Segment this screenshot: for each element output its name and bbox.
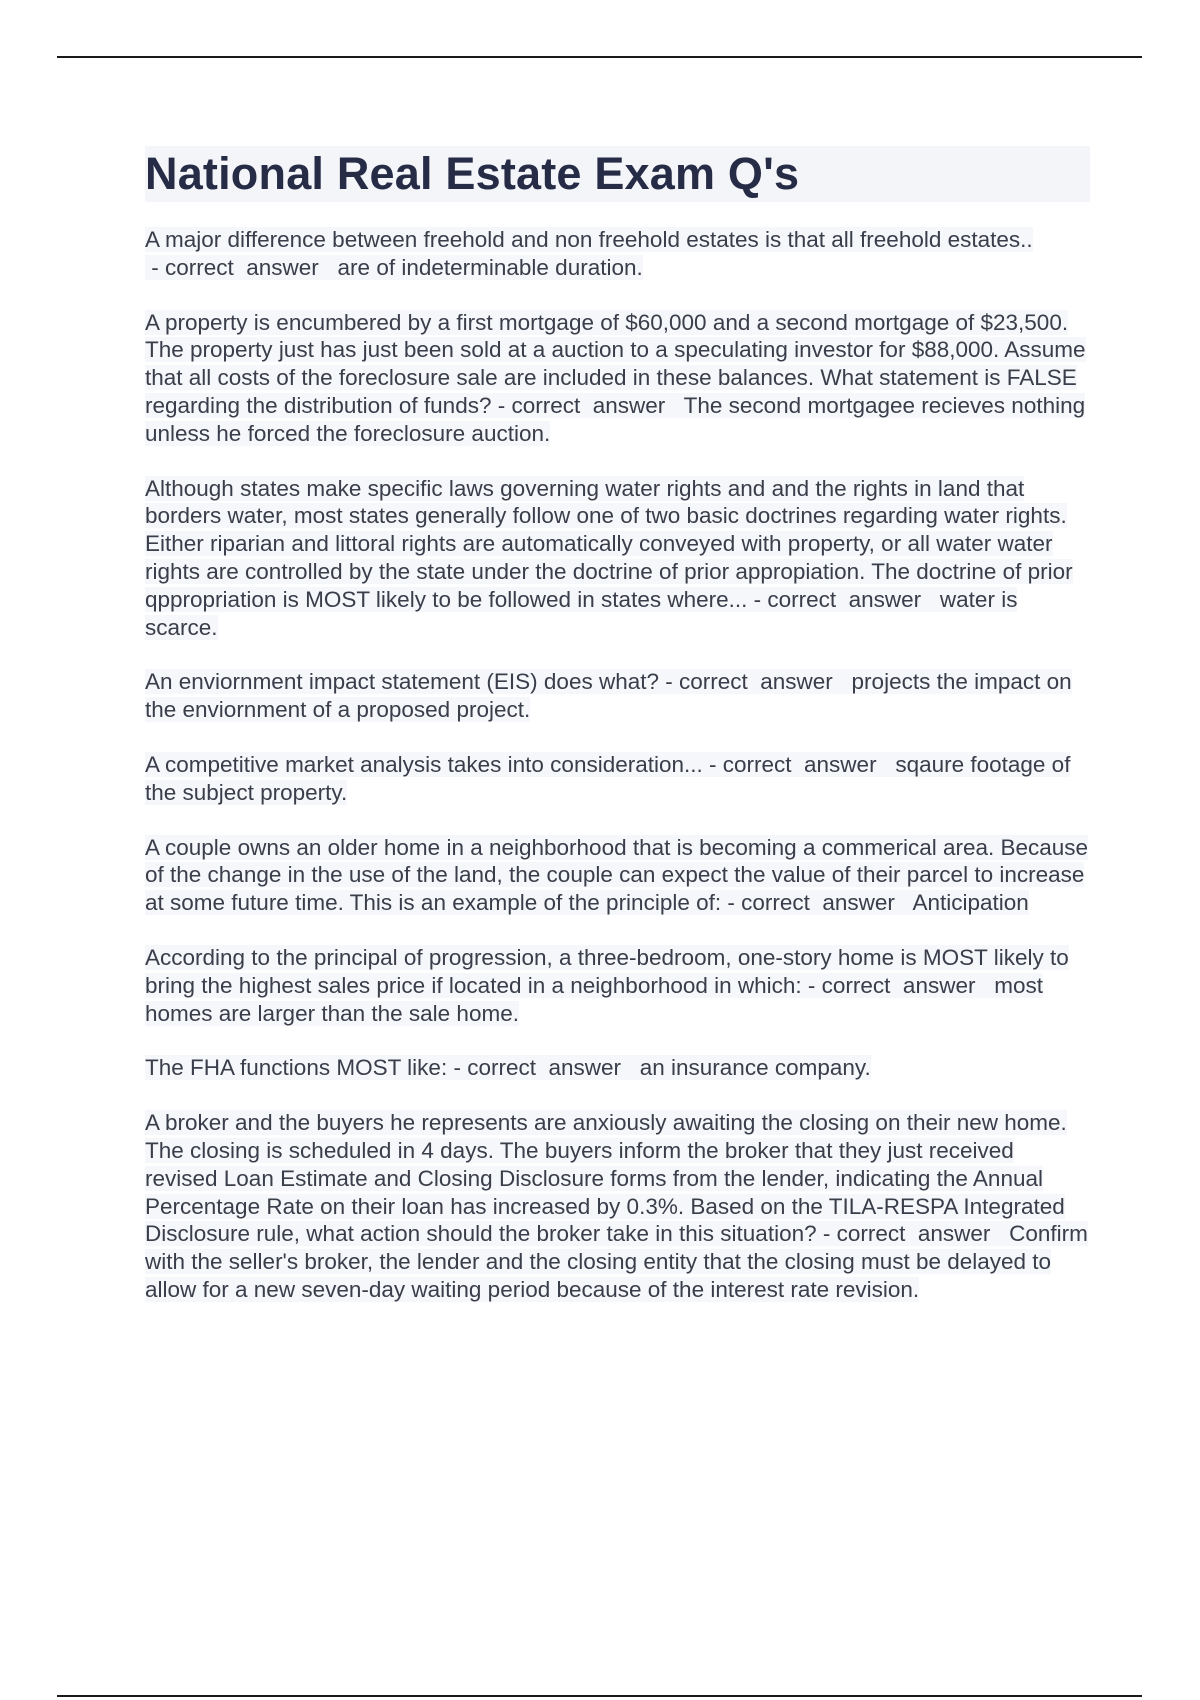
document-body (145, 146, 1090, 1331)
answer-separator: - correct answer (659, 669, 852, 695)
question-text: Although states make specific laws governing water rights and and the rights in land that borders water, most states generally follow one of two basic doctrines regarding water rights. Either riparian and littoral rights are automatically conveyed with property, or all water water rights are controlled by the state under the doctrine of prior appropiation. The doctrine of prior qppropriation is MOST likely to be followed in states where... (145, 475, 1073, 612)
answer-separator: - correct answer (145, 254, 338, 280)
question-text: A competitive market analysis takes into consideration... (145, 751, 703, 777)
answer-separator: - correct answer (702, 751, 896, 777)
top-rule (57, 56, 1142, 58)
answer-separator: - correct answer (491, 392, 684, 418)
question-text: A major difference between freehold and non freehold estates is that all freehold estates.. (145, 227, 1033, 252)
question-text: A couple owns an older home in a neighborhood that is becoming a commerical area. Because of the change in the use of the land, the couple can expect the value of their parcel to increase at some future time. This is an example of the principle of: (145, 834, 1089, 916)
qa-item (145, 834, 1090, 917)
answer-separator: - correct answer (747, 586, 940, 612)
qa-item (145, 668, 1090, 724)
answer-separator: - correct answer (447, 1055, 640, 1081)
qa-item (145, 751, 1090, 807)
question-text: According to the principal of progression, a three-bedroom, one-story home is MOST likely to bring the highest sales price if located in a neighborhood in which: (145, 944, 1069, 998)
answer-text: most homes are larger than the sale home. (145, 972, 1043, 1026)
question-text: A broker and the buyers he represents are anxiously awaiting the closing on their new home. The closing is scheduled in 4 days. The buyers inform the broker that they just received revised Loan Estimate and Closing Disclosure forms from the lender, indicating the Annual Percentage Rate on their loan has increased by 0.3%. Based on the TILA-RESPA Integrated Disclosure rule, what action should the broker take in this situation? (145, 1110, 1067, 1247)
qa-item (145, 226, 1090, 282)
question-text: The FHA functions MOST like: (145, 1055, 448, 1081)
answer-separator: - correct answer (721, 890, 913, 916)
qa-item (145, 1109, 1090, 1304)
qa-item (145, 309, 1090, 448)
question-text: An enviornment impact statement (EIS) does what? (145, 669, 659, 695)
answer-text: an insurance company. (639, 1055, 871, 1081)
question-text: A property is encumbered by a first mortgage of $60,000 and a second mortgage of $23,500. The property just has just been sold at a auction to a speculating investor for $88,000. Assume that all costs of the foreclosure sale are included in these balances. What statement is FALSE regarding the distribution of funds? (145, 309, 1086, 418)
page-title: National Real Estate Exam Q's (145, 146, 1090, 202)
qa-item (145, 944, 1090, 1027)
answer-text: Confirm with the seller's broker, the lender and the closing entity that the closing must be delayed to allow for a new seven-day waiting period because of the interest rate revision. (145, 1221, 1088, 1302)
answer-text: are of indeterminable duration. (337, 254, 643, 280)
answer-text: The second mortgagee recieves nothing unless he forced the foreclosure auction. (145, 392, 1086, 446)
answer-text: Anticipation (912, 890, 1029, 916)
answer-separator: - correct answer (816, 1221, 1010, 1247)
answer-text: sqaure footage of the subject property. (145, 751, 1071, 805)
answer-text: water is scarce. (145, 586, 1018, 640)
answer-text: projects the impact on the enviornment of a proposed project. (145, 669, 1072, 723)
qa-item (145, 475, 1090, 642)
qa-item (145, 1054, 1090, 1082)
answer-separator: - correct answer (801, 972, 995, 998)
qa-list (145, 226, 1090, 1304)
bottom-rule (57, 1695, 1142, 1697)
